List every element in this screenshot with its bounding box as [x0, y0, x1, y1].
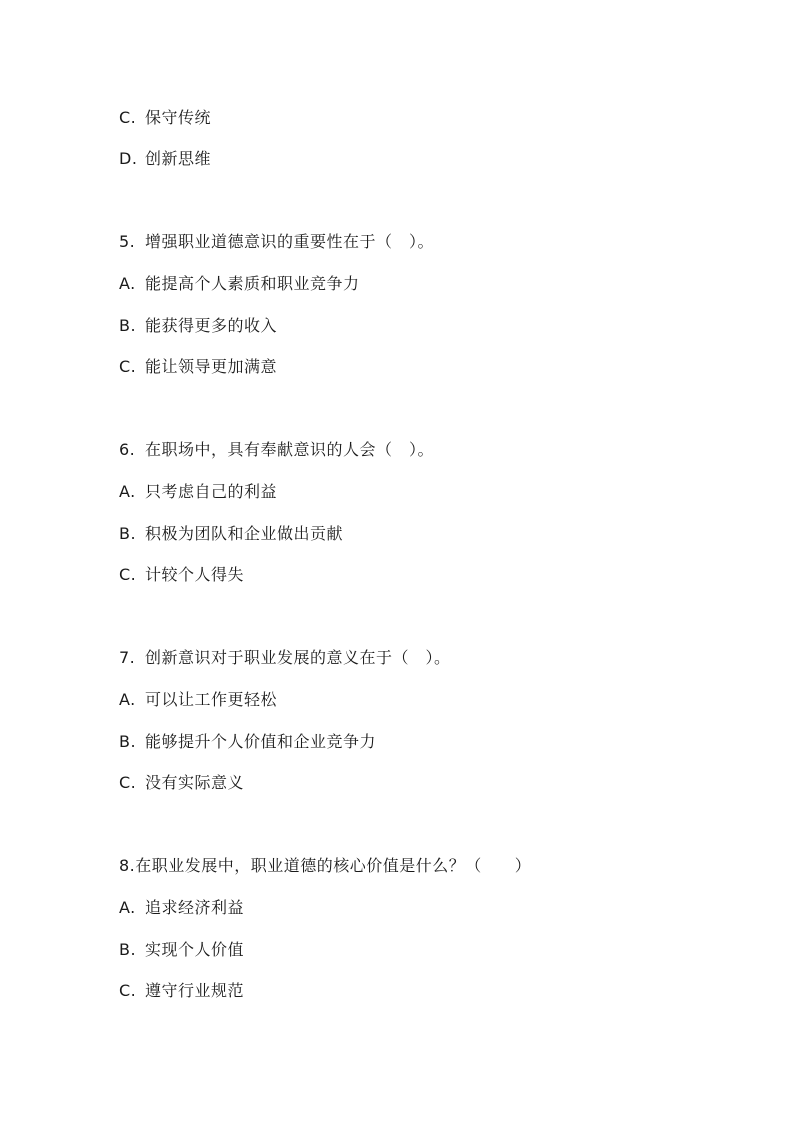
option-text: 遵守行业规范 — [145, 981, 245, 1000]
option-text: 积极为团队和企业做出贡献 — [145, 524, 344, 543]
question-5 — [119, 232, 434, 252]
option-text: 能够提升个人价值和企业竞争力 — [145, 732, 377, 751]
option-text: 能提高个人素质和职业竞争力 — [145, 274, 360, 293]
option-label: D. — [119, 149, 138, 168]
q6-option-a — [119, 482, 277, 502]
option-text: 可以让工作更轻松 — [145, 690, 278, 709]
question-number: 8. — [119, 856, 136, 875]
option-label: A. — [119, 274, 136, 293]
q8-option-b — [119, 940, 244, 960]
option-text: 创新思维 — [145, 149, 212, 168]
option-text: 追求经济利益 — [145, 898, 245, 917]
q7-option-a — [119, 690, 277, 710]
option-label: B. — [119, 316, 137, 335]
option-label: C. — [119, 981, 137, 1000]
question-text: 增强职业道德意识的重要性在于（ ）。 — [145, 232, 435, 251]
q5-option-b — [119, 316, 277, 336]
q5-option-c — [119, 357, 277, 377]
question-8 — [119, 856, 531, 876]
q4-option-d — [119, 149, 211, 169]
q6-option-b — [119, 524, 343, 544]
option-text: 没有实际意义 — [145, 773, 245, 792]
option-text: 能获得更多的收入 — [145, 316, 278, 335]
option-label: A. — [119, 482, 136, 501]
option-text: 能让领导更加满意 — [145, 357, 278, 376]
option-text: 保守传统 — [145, 108, 212, 127]
question-text: 创新意识对于职业发展的意义在于（ ）。 — [145, 648, 451, 667]
option-text: 只考虑自己的利益 — [145, 482, 278, 501]
q5-option-a — [119, 274, 360, 294]
option-label: B. — [119, 940, 137, 959]
option-text: 计较个人得失 — [145, 565, 245, 584]
question-text: 在职业发展中，职业道德的核心价值是什么？（ ） — [135, 856, 532, 875]
question-text: 在职场中，具有奉献意识的人会（ ）。 — [145, 440, 435, 459]
option-text: 实现个人价值 — [145, 940, 245, 959]
option-label: B. — [119, 732, 137, 751]
q4-option-c — [119, 108, 211, 128]
option-label: C. — [119, 108, 137, 127]
q6-option-c — [119, 565, 244, 585]
question-number: 7. — [119, 648, 136, 667]
q7-option-c — [119, 773, 244, 793]
question-7 — [119, 648, 451, 668]
q8-option-a — [119, 898, 244, 918]
question-number: 5. — [119, 232, 136, 251]
q7-option-b — [119, 732, 376, 752]
option-label: C. — [119, 357, 137, 376]
option-label: A. — [119, 690, 136, 709]
option-label: B. — [119, 524, 137, 543]
question-number: 6. — [119, 440, 136, 459]
option-label: C. — [119, 773, 137, 792]
option-label: C. — [119, 565, 137, 584]
question-6 — [119, 440, 434, 460]
option-label: A. — [119, 898, 136, 917]
q8-option-c — [119, 981, 244, 1001]
